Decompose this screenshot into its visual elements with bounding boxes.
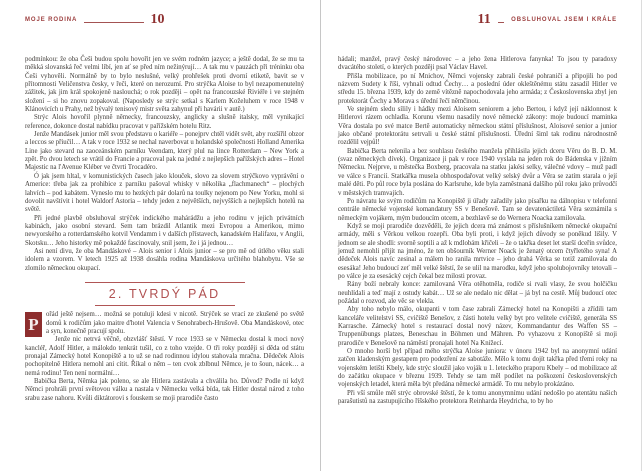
paragraph: Ve stejném sledu sílily i hádky mezi Aloisem seniorem a jeho Bertou, i když její náklonnost k Hitlerovi rázem ochladla. Korunu všemu nasadily nové německé zákony: moje budoucí maminka Věra dostala po své matce Bertě automaticky německou státní příslušnost, Aloisové senior a junior jako občané protektorátu setrvali u české státní příslušnosti. Úřední šiml tak rodinu národnostně rozdělil vejpůl! bbox=[338, 106, 617, 147]
paragraph: Rány boží nebraly konce: zamilovaná Věra otěhotněla, rodiče si rvali vlasy, že svou holčičku neuhlídali a teď mají z ostudy kabát… Už se ale nedalo nic dělat – já byl na cestě. Můj budoucí otec požádal o rozvod, ale věc se vlekla. bbox=[338, 281, 617, 305]
running-head-title: MOJE RODINA bbox=[25, 17, 78, 23]
paragraph: O mnoho horší byl případ mého strýčka Aloise juniora: v únoru 1942 byl na anonymní udání zatčen kladenským gestapem pro podezření ze sabotáže. Mělo k tomu dojít takřka před třemi roky na vojenském letišti Kbely, kde strýc sloužil jako voják u 1. leteckého praporu Kbely – od mobilizace až do začátku okupace v březnu 1939. Tehdy se tam měl podílet na poškození československých vojenských letadel, která měla být předána německé armádě. To mu nebylo prokázáno. bbox=[338, 348, 617, 389]
running-head-rule bbox=[84, 21, 143, 23]
paragraph: Babička Berta, Němka jak poleno, se ale Hitlera zastávala a chválila ho. Důvod? Podle ní když Němci prohráli první světovou válku a nastala v Německu velká bída, tak Hitler dostal národ z toho srabu zase nahoru. Kvůli diktátorovi s fouskem se moji prarodiče často bbox=[25, 378, 304, 402]
section-heading-block bbox=[25, 282, 304, 306]
paragraph: hádali; manžel, pravý český národovec – a jeho žena Hitlerova fanynka! To jsou ty paradoxy dvacátého století, o kterých později psal Václav Havel. bbox=[338, 56, 617, 72]
body-text-left bbox=[25, 56, 304, 403]
paragraph: Jenže Mandásek junior měl svou představu o kariéře – ponejprv chtěl vidět svět, aby rozšířil obzor a leccos se přiučil… A tak v roce 1932 se nechal naverbovat u holandské společnosti Holland Amerika Line jako stevard na zaoceánském parníku Veendam, který plul na lince Rotterdam – New York a zpět. Po dvou letech se vrátil do Francie a pracoval pak na jedné z nejlepších pařížských adres – Hotel Majestic na l'Avenue Kléber ve čtvrti Trocadéro. bbox=[25, 131, 304, 172]
paragraph: Po návratu ke svým rodičům na Konopiště ji úřady zařadily jako písařku na dálnopisu v telefonní centrále německé vojenské komandatury SS v Benešově. Tam se devatenáctiletá Věra seznámila s německým vojákem, mým budoucím otcem, a bezhlavě se do Wernera Noacka zamilovala. bbox=[338, 197, 617, 222]
paragraph: Při vší smůle měl strýc obrovské štěstí, že k tomu anonymnímu udání nedošlo po atentátu našich parašutistů na zastupujícího říšského protektora Reinharda Heydricha, to by ho bbox=[338, 389, 617, 406]
paragraphs-before-heading bbox=[25, 56, 304, 273]
paragraph: Aby toho nebylo málo, okupanti v tom čase zabrali Zámecký hotel na Konopišti a zřídili tam kanceláře velitelství SS, cvičiště Benešov, z části hotelu velký byt pro velitele cvičiště, generála SS Karrasche. Zámecký hotel s restaurací dostal nový název, Kommandantur des Waffen SS – Truppenübungs platzes, Beneschau in Böhmen und Mähren. Po vyhazovu z Konopiště si moji prarodiče v Benešově na náměstí pronajali hotel Na Knížecí. bbox=[338, 306, 617, 347]
paragraph: Asi není divu, že oba Mandáskové – Alois senior i Alois junior – se pro mě od útlého věku stali idolem a vzorem. V letech 1925 až 1938 dosáhla rodina Mandáskova určitého blahobytu. Vše se zlomilo německou okupací. bbox=[25, 247, 304, 272]
paragraph: Při jedné plavbě obsluhoval strýček indického mahárádžu a jeho rodinu v jejich privátních kabinách, jako osobní stevard. Sem tam brázdil Atlantik mezi Evropou a Amerikou, mimo newyorského a rotterdamského kotvil Vendamm i v dalších přístavech, kanadském Halifaxu, v Anglii, Skotsku… Jeho historky mě pokaždé fascinovaly, snil jsem, že i já jednou… bbox=[25, 214, 304, 247]
paragraph: Ó jak jsem hltal, v komunistických časech jako klouček, slovo za slovem strýčkovo vyprávění o Americe: třeba jak za prohibice z parníku pašoval whisky v několika „flachmanech“ – plochých lahvích – pod kabátem. Vyneslo mu to hezkých pár dolarů na toulky nejenom po New Yorku, mohl si dovolit navštívit i hotel Waldorf Astoria – tehdy jeden z největších, nejvyšších a nejlepších hotelů na světě. bbox=[25, 172, 304, 214]
page-number: 10 bbox=[150, 12, 165, 27]
paragraph: Strýc Alois hovořil plynně německy, francouzsky, anglicky a slušně italsky, měl vynikající reference, dokonce dostal nabídku pracovat v pařížském hotelu Ritz. bbox=[25, 114, 304, 130]
section-rule-below bbox=[95, 305, 235, 306]
page-number: 11 bbox=[477, 12, 491, 27]
section-heading: 2. TVRDÝ PÁD bbox=[108, 286, 221, 301]
paragraph: Když se moji prarodiče dozvěděli, že jejich dcera má známost s příslušníkem německé okupační armády, měli s Věrkou velkou rozepři. Oba byli proti, i když jejich důvody se poněkud lišily. V jednom se ale shodli: svorně soptili a až k mdlobám křičeli – že o takřka deset let starší dceřin svůdce, jemuž nemohli přijít na jméno, že ten obšourník Werner Noack je ženatý otcem čtyřletého syna! A dědeček Alois navíc zesinal a málem ho ranila mrtvice – jeho drahá Věrka se totiž zamilovala do esesáka! Jeho budoucí zeť měl velké štěstí, že se ulil na marodku, když jeho spolubojovníky tetovali – po válce je za esesácký cejch čekal bez milosti provaz. bbox=[338, 222, 617, 280]
body-text-right bbox=[338, 56, 617, 406]
dropcap-paragraph bbox=[25, 311, 304, 336]
dropcap-letter: P bbox=[25, 312, 42, 337]
paragraph: podmínkou: že oba Češi budou spolu hovořit jen ve svém rodném jazyce; a ještě dodal, že se mu ta měkká slovanská řeč velmi líbí, jen ať se před ním nežinýrují… A tak mu v pauzách při tréninku oba Češi vyhověli. Normálně by to bylo neslušné, velký prohřešek proti dvorní etiketě, bavit se v přítomnosti Veličenstva česky, v řeči, které on nerozumí. Pro strýčka Aloise to byl nezapomenutelný zážitek, jak jim král spokojeně naslouchá; o rok později – opět na francouzské Riviéře i ve stejném složení – si ho znovu zopakoval. (Naposledy se strýc setkal s Karlem Koželuhem v roce 1948 v Klánovicích u Prahy, než bývalý tenisový mistr světa zahynul při havárii v autě.) bbox=[25, 56, 304, 114]
page-right bbox=[321, 0, 642, 471]
paragraph: Přišla mobilizace, po ní Mnichov, Němci vojensky zabrali české pohraničí a připojili ho pod názvem Sudety k říši, vyhnali odtud Čechy… a poslední úder okleštěnému státu zasadil Hitler ve středu 15. března 1939, kdy do země vítězně napochodovala jeho armáda; z Československa zbyl jen protektorát Čechy a Morava s úřední řečí němčinou. bbox=[338, 72, 617, 105]
running-head-title: OBSLUHOVAL JSEM I KRÁLE bbox=[511, 17, 617, 23]
running-head-right bbox=[478, 13, 618, 27]
section-rule-above bbox=[85, 282, 245, 283]
paragraphs-right bbox=[338, 56, 617, 406]
running-head-rule bbox=[498, 21, 504, 23]
paragraph: Babička Berta nelenila a bez souhlasu českého manžela přihlásila jejich dceru Věru do B. D. M. (svaz německých dívek). Organizace ji pak v roce 1940 vyslala na jeden rok do Bádenska v jižním Německu. Nejprve, u městečka Boxberg, pracovala na statku jakési selky, válečné vdovy – muž padl ve válce s Francií. Statkářka musela obhospodařovat velký selský dvůr a Věra se zatím starala o její malé děti. Po půl roce byla poslána do Karlsruhe, kde byla zaměstnaná dalšího půl roku jako průvodčí v městských tramvajích. bbox=[338, 147, 617, 197]
dropcap-paragraph-text: ořád ještě nejsem… možná se potuluji kdesi v nicotě. Strýček se vrací ze zkušené po světě domů k rodičům jako maitre d'hotel Valencia v Senohrabech-Hrušově. Oba Mandáskové, otec a syn, konečně pracují spolu. bbox=[46, 311, 304, 335]
running-head-left bbox=[25, 13, 165, 27]
paragraph: Jenže nic netrvá věčně, obzvlášť štěstí. V roce 1933 se v Německu dostal k moci nový kancléř, Adolf Hitler, a málokdo tenkrát tušil, co z toho vzejde. O tři roky později si děda od státu pronajal Zámecký hotel Konopiště a to už se nad rodinnou idylou stahovala mračna. Dědeček Alois pochopitelně Hitlera nemohl ani cítit. Říkal o něm – ten cvok zblbnul Němce, je to šoun, nácek… a nemá rodinu! Ten není normální… bbox=[25, 336, 304, 377]
paragraphs-after-heading bbox=[25, 336, 304, 403]
